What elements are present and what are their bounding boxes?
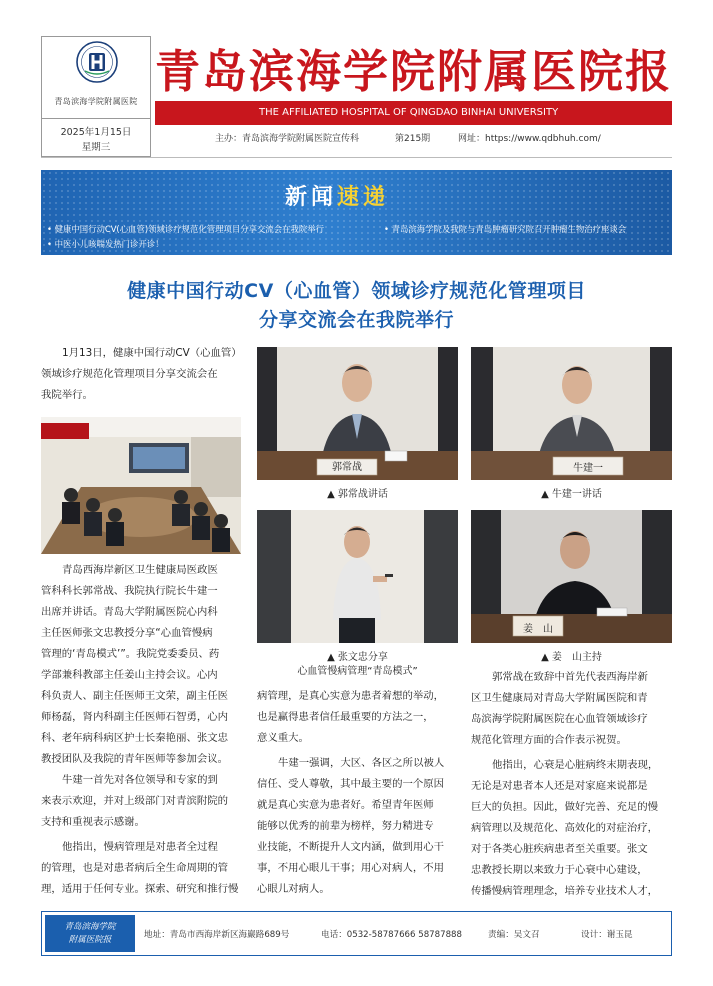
news-item-2[interactable]: • 青岛滨海学院及我院与青岛肿瘤研究院召开肿瘤生物治疗座谈会 bbox=[384, 224, 627, 234]
footer-brand-tab bbox=[45, 915, 135, 952]
text-line: 心眼儿对病人。 bbox=[257, 883, 330, 895]
text-line: 的管理，也是对患者病后全生命周期的管 bbox=[41, 862, 229, 874]
text-line: 管理的‘青岛模式’”。我院党委委员、药 bbox=[41, 648, 220, 660]
photo-caption-zhang bbox=[257, 651, 458, 679]
meeting-room-photo bbox=[41, 417, 241, 554]
photo-caption-zhang-line2: 心血管慢病管理“青岛模式” bbox=[297, 666, 418, 677]
text-line: 科负责人、副主任医师王文荣，副主任医 bbox=[41, 690, 229, 702]
text-line: 岛滨海学院附属医院在心血管领域诊疗 bbox=[471, 713, 648, 725]
text-line: 科、老年病科病区护士长秦艳丽、张文忠 bbox=[41, 732, 229, 744]
news-banner-title bbox=[285, 180, 389, 211]
footer-editor: 责编：吴文召 bbox=[488, 930, 540, 940]
text-line: 忠教授长期以来致力于心衰中心建设， bbox=[471, 864, 648, 876]
masthead-divider bbox=[41, 157, 672, 158]
news-title-part1: 新闻 bbox=[285, 185, 338, 210]
zhang-wenzhong-photo bbox=[257, 510, 458, 643]
text-line: 青岛西海岸新区卫生健康局医政医 bbox=[62, 564, 218, 576]
text-line: 病管理，是真心实意为患者着想的举动， bbox=[257, 690, 445, 702]
nameplate-guo: 郭常战 bbox=[332, 462, 362, 473]
footer-brand-line1: 青岛滨海学院 bbox=[64, 922, 116, 932]
text-line: 来表示欢迎，并对上级部门对青滨附院的 bbox=[41, 795, 229, 807]
text-line: 学部兼科教部主任姜山主持会议。心内 bbox=[41, 669, 218, 681]
masthead-title: 青岛滨海学院附属医院报 bbox=[155, 45, 673, 98]
text-line: 主任医师张文忠教授分享“心血管慢病 bbox=[41, 627, 213, 639]
footer-designer: 设计：谢玉昆 bbox=[581, 930, 633, 940]
niu-jianyi-photo bbox=[471, 347, 672, 480]
issue-weekday: 星期三 bbox=[81, 142, 111, 153]
date-box bbox=[41, 119, 151, 157]
text-line: 对于各类心脏疾病患者至关重要。张文 bbox=[471, 843, 648, 855]
page-footer bbox=[41, 911, 672, 956]
footer-brand-line2: 附属医院报 bbox=[68, 935, 112, 945]
text-line: 师杨磊，肾内科副主任医师石智勇，心内 bbox=[41, 711, 229, 723]
article-col3-body bbox=[471, 667, 672, 902]
text-line: 事，不用心眼儿干事；用心对病人，不用 bbox=[257, 862, 445, 874]
text-line: 理，适用于任何专业。探索、研究和推行慢 bbox=[41, 883, 239, 895]
text-line: 就是真心实意为患者好。希望青年医师 bbox=[257, 799, 434, 811]
article-col1-body bbox=[41, 560, 243, 900]
logo-caption: 青岛滨海学院附属医院 bbox=[54, 97, 138, 106]
news-title-part2: 速递 bbox=[337, 185, 390, 210]
text-line: 意义重大。 bbox=[257, 732, 309, 744]
photo-caption-niu: ▲ 牛建一讲话 bbox=[541, 489, 602, 500]
text-line: 信任、受人尊敬，其中最主要的一个原因 bbox=[257, 778, 445, 790]
issue-number: 第215期 bbox=[395, 134, 431, 144]
footer-phone: 电话：0532-58787666 58787888 bbox=[321, 930, 462, 940]
text-line: 区卫生健康局对青岛大学附属医院和青 bbox=[471, 692, 648, 704]
text-line: 他指出，慢病管理是对患者全过程 bbox=[62, 841, 218, 853]
logo-box bbox=[41, 36, 151, 119]
article-col1-intro bbox=[41, 343, 243, 406]
masthead-subtitle-bar bbox=[155, 101, 672, 125]
text-line: 支持和重视表示感谢。 bbox=[41, 816, 145, 828]
text-line: 管科科长郭常战、我院执行院长牛建一 bbox=[41, 585, 218, 597]
guo-changzhan-photo bbox=[257, 347, 458, 480]
footer-address: 地址：青岛市西海岸新区海巖路689号 bbox=[144, 930, 290, 940]
jiang-shan-photo bbox=[471, 510, 672, 643]
text-line: 他指出，心衰是心脏病终末期表现， bbox=[492, 759, 659, 771]
nameplate-niu: 牛建一 bbox=[573, 463, 603, 474]
photo-caption-zhang-line1: ▲ 张文忠分享 bbox=[327, 652, 388, 663]
text-line: 病管理以及规范化、高效化的对症治疗， bbox=[471, 822, 659, 834]
text-line: 传播慢病管理理念，培养专业技术人才， bbox=[471, 885, 659, 897]
text-line: 规范化管理方面的合作表示祝贺。 bbox=[471, 734, 627, 746]
sponsor-text: 主办：青岛滨海学院附属医院宣传科 bbox=[215, 134, 360, 144]
text-line: 牛建一首先对各位领导和专家的到 bbox=[62, 774, 218, 786]
text-line: 也是赢得患者信任最重要的方法之一， bbox=[257, 711, 434, 723]
text-line: 我院举行。 bbox=[41, 389, 93, 401]
article-headline-line2: 分享交流会在我院举行 bbox=[258, 309, 454, 331]
hospital-emblem-icon bbox=[76, 41, 118, 83]
news-item-1[interactable]: • 健康中国行动CV(心血管)领域诊疗规范化管理项目分享交流会在我院举行 bbox=[47, 224, 324, 234]
news-banner bbox=[41, 170, 672, 255]
nameplate-jiang: 姜 山 bbox=[523, 624, 553, 635]
issue-date: 2025年1月15日 bbox=[60, 127, 132, 138]
article-col2-body bbox=[257, 686, 458, 900]
text-line: 出席并讲话。青岛大学附属医院心内科 bbox=[41, 606, 218, 618]
article-headline-line1: 健康中国行动CV（心血管）领域诊疗规范化管理项目 bbox=[127, 280, 586, 302]
photo-caption-guo: ▲ 郭常战讲话 bbox=[327, 489, 388, 500]
news-item-3[interactable]: • 中医小儿咳喘发热门诊开诊！ bbox=[47, 239, 164, 249]
text-line: 能够以优秀的前辈为榜样，努力精进专 bbox=[257, 820, 434, 832]
text-line: 业技能，不断提升人文内涵，做到用心干 bbox=[257, 841, 445, 853]
masthead-subtitle: THE AFFILIATED HOSPITAL OF QINGDAO BINHAI UNIVERSITY bbox=[259, 107, 559, 118]
website-link[interactable]: 网址：https://www.qdbhuh.com/ bbox=[458, 134, 601, 144]
text-line: 郭常战在致辞中首先代表西海岸新 bbox=[492, 671, 648, 683]
text-line: 牛建一强调，大区、各区之所以被人 bbox=[278, 757, 445, 769]
text-line: 1月13日，健康中国行动CV（心血管） bbox=[62, 347, 242, 359]
photo-caption-jiang: ▲ 姜 山主持 bbox=[541, 652, 602, 663]
text-line: 教授团队及我院的青年医师等参加会议。 bbox=[41, 753, 229, 765]
text-line: 领域诊疗规范化管理项目分享交流会在 bbox=[41, 368, 218, 380]
text-line: 巨大的负担。因此，做好完善、充足的慢 bbox=[471, 801, 659, 813]
text-line: 无论是对患者本人还是对家庭来说都是 bbox=[471, 780, 648, 792]
